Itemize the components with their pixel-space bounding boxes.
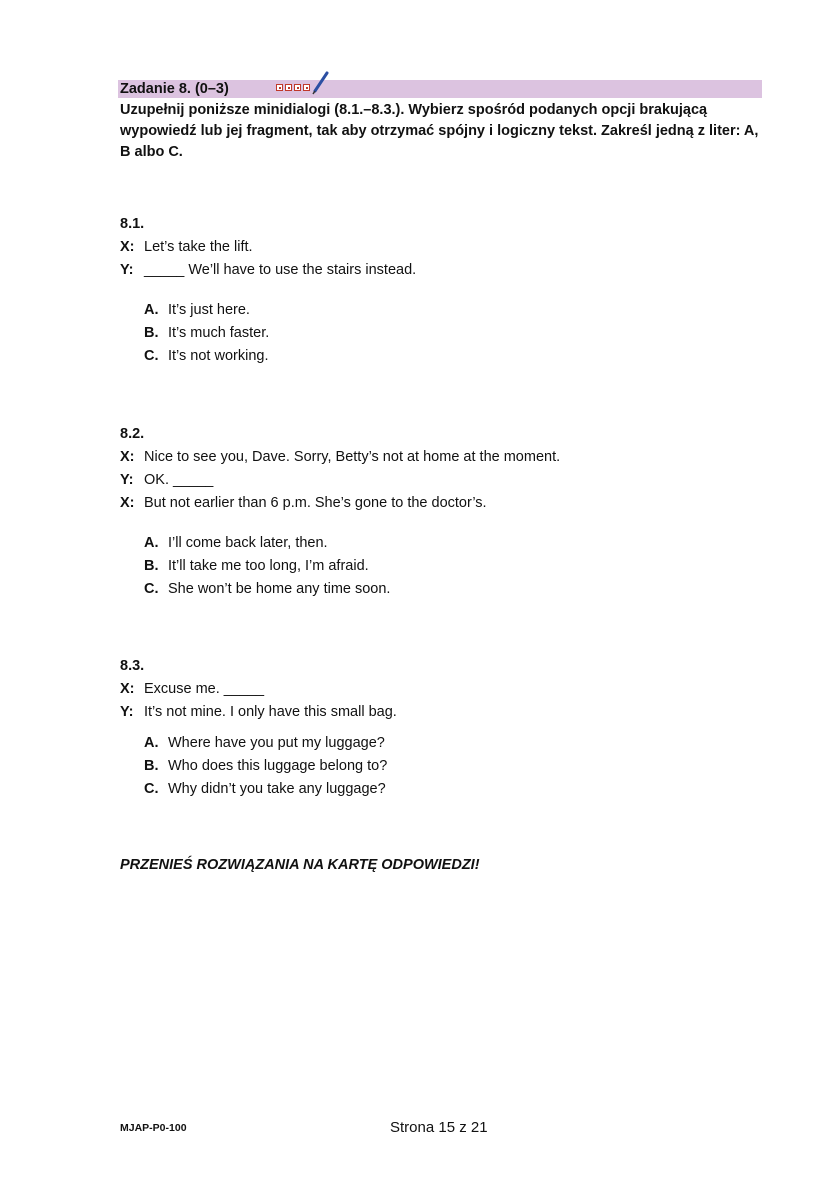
- speaker-label: Y:: [120, 472, 134, 488]
- item-8-3: [120, 655, 397, 801]
- option-text: Where have you put my luggage?: [168, 735, 385, 751]
- dialogue-text: Excuse me. _____: [144, 681, 265, 697]
- option-b[interactable]: [144, 555, 560, 578]
- option-text: Who does this luggage belong to?: [168, 758, 388, 774]
- dialogue-text: Let’s take the lift.: [144, 239, 253, 255]
- option-text: It’s not working.: [168, 348, 269, 364]
- speaker-label: X:: [120, 239, 135, 255]
- answer-options: [120, 532, 560, 601]
- transfer-note: PRZENIEŚ ROZWIĄZANIA NA KARTĘ ODPOWIEDZI!: [120, 857, 480, 873]
- option-c[interactable]: [144, 778, 397, 801]
- option-c[interactable]: [144, 345, 416, 368]
- speaker-label: Y:: [120, 262, 134, 278]
- dialogue-text: It’s not mine. I only have this small bag.: [144, 704, 397, 720]
- option-letter[interactable]: A.: [144, 735, 159, 751]
- item-8-2: [120, 423, 560, 601]
- option-text: It’ll take me too long, I’m afraid.: [168, 558, 369, 574]
- dialogue-text: _____ We’ll have to use the stairs instead.: [144, 262, 417, 278]
- page-number: Strona 15 z 21: [390, 1119, 488, 1136]
- answer-options: [120, 732, 397, 801]
- dialogue-line: [120, 259, 416, 282]
- dialogue-line: [120, 469, 560, 492]
- answer-options: [120, 299, 416, 368]
- dialogue-text: OK. _____: [144, 472, 214, 488]
- dialogue-text: But not earlier than 6 p.m. She’s gone to the doctor’s.: [144, 495, 487, 511]
- option-text: It’s just here.: [168, 302, 250, 318]
- task-title: Zadanie 8. (0–3): [120, 81, 229, 97]
- item-number: 8.1.: [120, 216, 145, 232]
- speaker-label: X:: [120, 681, 135, 697]
- speaker-label: X:: [120, 495, 135, 511]
- option-a[interactable]: [144, 299, 416, 322]
- option-letter[interactable]: C.: [144, 348, 159, 364]
- pen-icon: [311, 71, 331, 95]
- option-text: It’s much faster.: [168, 325, 270, 341]
- dialogue-line: [120, 701, 397, 724]
- option-letter[interactable]: C.: [144, 781, 159, 797]
- option-a[interactable]: [144, 532, 560, 555]
- option-text: She won’t be home any time soon.: [168, 581, 391, 597]
- dialogue-text: Nice to see you, Dave. Sorry, Betty’s not at home at the moment.: [144, 449, 561, 465]
- score-boxes: [276, 84, 310, 91]
- item-number: 8.3.: [120, 658, 145, 674]
- exam-code: MJAP-P0-100: [120, 1122, 187, 1134]
- score-box-icon: [276, 84, 283, 91]
- option-letter[interactable]: A.: [144, 535, 159, 551]
- option-text: Why didn’t you take any luggage?: [168, 781, 386, 797]
- option-letter[interactable]: B.: [144, 758, 159, 774]
- dialogue-line: [120, 492, 560, 515]
- option-letter[interactable]: B.: [144, 325, 159, 341]
- score-box-icon: [303, 84, 310, 91]
- option-a[interactable]: [144, 732, 397, 755]
- speaker-label: Y:: [120, 704, 134, 720]
- option-c[interactable]: [144, 578, 560, 601]
- option-text: I’ll come back later, then.: [168, 535, 328, 551]
- dialogue-line: [120, 446, 560, 469]
- option-letter[interactable]: A.: [144, 302, 159, 318]
- dialogue-line: [120, 236, 416, 259]
- speaker-label: X:: [120, 449, 135, 465]
- score-box-icon: [285, 84, 292, 91]
- score-box-icon: [294, 84, 301, 91]
- item-8-1: [120, 213, 416, 368]
- item-number: 8.2.: [120, 426, 145, 442]
- option-b[interactable]: [144, 322, 416, 345]
- option-b[interactable]: [144, 755, 397, 778]
- option-letter[interactable]: C.: [144, 581, 159, 597]
- task-instruction: Uzupełnij poniższe minidialogi (8.1.–8.3.). Wybierz spośród podanych opcji brakującą wypowiedź lub jej fragment, tak aby otrzymać spójny i logiczny tekst. Zakreśl jedną z liter: A, B albo C.: [120, 102, 759, 160]
- option-letter[interactable]: B.: [144, 558, 159, 574]
- dialogue-line: [120, 678, 397, 701]
